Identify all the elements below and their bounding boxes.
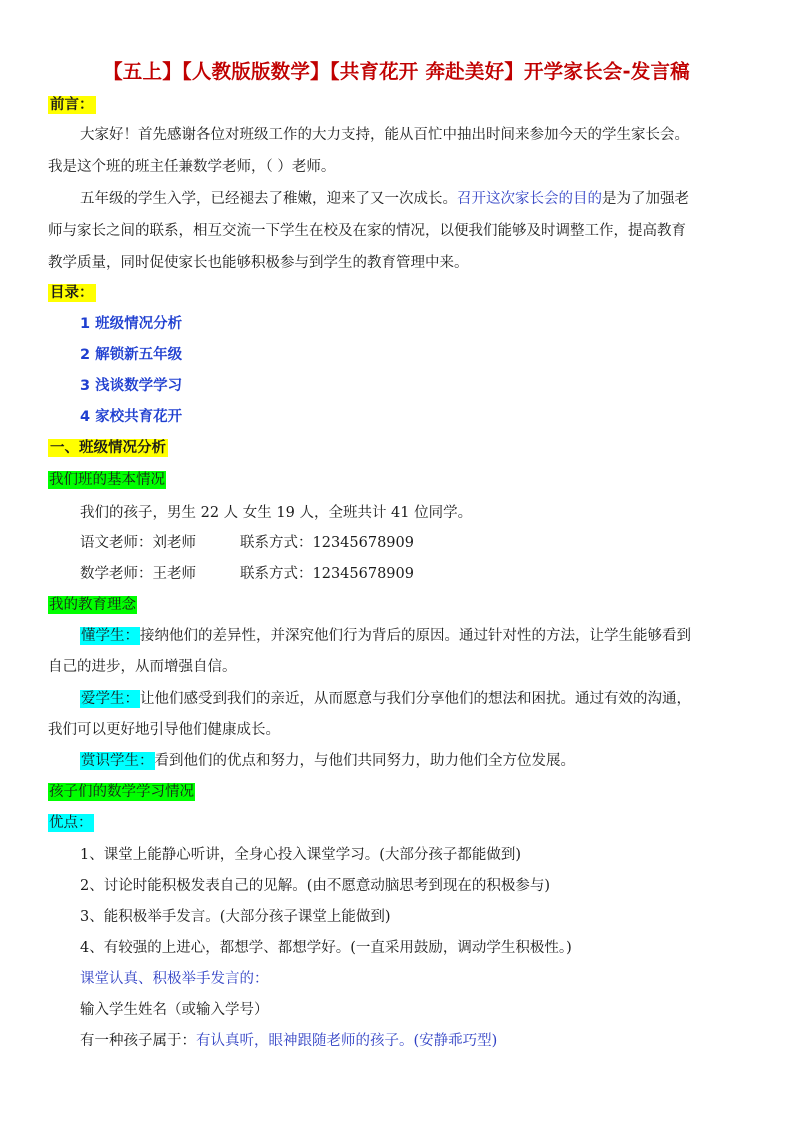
math-situation-label: 孩子们的数学学习情况 bbox=[49, 784, 194, 800]
love-tag: 爱学生： bbox=[81, 691, 139, 707]
appreciate-tag: 赏识学生： bbox=[81, 753, 154, 769]
chinese-teacher-row bbox=[80, 532, 414, 554]
preface-heading-row bbox=[48, 94, 96, 116]
preface-p2-line1 bbox=[80, 188, 689, 210]
pro-item-3: 3、能积极举手发言。(大部分孩子课堂上能做到) bbox=[80, 909, 391, 925]
toc-heading: 目录： bbox=[50, 285, 94, 301]
student-count: 我们的孩子，男生 22 人 女生 19 人，全班共计 41 位同学。 bbox=[80, 505, 473, 521]
love-text: 让他们感受到我们的亲近，从而愿意与我们分享他们的想法和困扰。通过有效的沟通， bbox=[140, 691, 691, 707]
preface-p2-line2: 师与家长之间的联系，相互交流一下学生在校及在家的情况，以便我们能够及时调整工作，提高教育 bbox=[48, 223, 686, 239]
math-teacher-row bbox=[80, 563, 414, 585]
toc-item-1: 1 班级情况分析 bbox=[80, 316, 183, 332]
preface-p2-text-a: 五年级的学生入学，已经褪去了稚嫩，迎来了又一次成长。 bbox=[80, 191, 457, 207]
pro-item-1: 1、课堂上能静心听讲，全身心投入课堂学习。(大部分孩子都能做到) bbox=[80, 847, 522, 863]
pros-label: 优点： bbox=[49, 815, 93, 831]
appreciate-text: 看到他们的优点和努力，与他们共同努力，助力他们全方位发展。 bbox=[154, 753, 575, 769]
toc-item-2: 2 解锁新五年级 bbox=[80, 347, 183, 363]
student-name-input-hint: 输入学生姓名（或输入学号） bbox=[80, 1002, 269, 1018]
basic-info-label-row bbox=[48, 469, 166, 491]
chinese-teacher: 语文老师：刘老师 bbox=[80, 535, 196, 551]
pros-label-row bbox=[48, 812, 94, 834]
understand-text: 接纳他们的差异性，并深究他们行为背后的原因。通过针对性的方法，让学生能够看到 bbox=[140, 628, 691, 644]
section1-heading-row bbox=[48, 437, 168, 459]
child-type-line bbox=[80, 1030, 497, 1052]
basic-info-label: 我们班的基本情况 bbox=[49, 472, 165, 488]
understand-tag: 懂学生： bbox=[81, 628, 139, 644]
philosophy-label-row bbox=[48, 594, 137, 616]
preface-p1-line2: 我是这个班的班主任兼数学老师，（ ）老师。 bbox=[48, 159, 336, 175]
page-title: 【五上】【人教版版数学】【共育花开 奔赴美好】开学家长会-发言稿 bbox=[103, 60, 690, 83]
math-teacher-contact: 联系方式：12345678909 bbox=[240, 566, 414, 582]
meeting-purpose-link: 召开这次家长会的目的 bbox=[457, 191, 602, 207]
philosophy-label: 我的教育理念 bbox=[49, 597, 136, 613]
toc-item-3: 3 浅谈数学学习 bbox=[80, 378, 183, 394]
chinese-teacher-contact: 联系方式：12345678909 bbox=[240, 535, 414, 551]
preface-p1-line1: 大家好！首先感谢各位对班级工作的大力支持，能从百忙中抽出时间来参加今天的学生家长会。 bbox=[80, 127, 689, 143]
pro-item-4: 4、有较强的上进心，都想学、都想学好。(一直采用鼓励，调动学生积极性。) bbox=[80, 940, 572, 956]
preface-heading: 前言： bbox=[50, 97, 94, 113]
preface-p2-text-c: 是为了加强老 bbox=[602, 191, 689, 207]
toc-heading-row bbox=[48, 282, 96, 304]
love-line1 bbox=[80, 688, 691, 710]
preface-p2-line3: 教学质量，同时促使家长也能够积极参与到学生的教育管理中来。 bbox=[48, 255, 469, 271]
section1-heading: 一、班级情况分析 bbox=[50, 440, 166, 456]
pro-item-2: 2、讨论时能积极发表自己的见解。(由不愿意动脑思考到现在的积极参与) bbox=[80, 878, 551, 894]
understand-line2: 自己的进步，从而增强自信。 bbox=[48, 659, 237, 675]
child-type-desc: 有认真听，眼神跟随老师的孩子。(安静乖巧型) bbox=[196, 1033, 498, 1049]
toc-item-4: 4 家校共育花开 bbox=[80, 409, 183, 425]
child-type-prefix: 有一种孩子属于： bbox=[80, 1033, 196, 1049]
appreciate-line1 bbox=[80, 750, 575, 772]
love-line2: 我们可以更好地引导他们健康成长。 bbox=[48, 722, 280, 738]
math-label-row bbox=[48, 781, 195, 803]
math-teacher: 数学老师：王老师 bbox=[80, 566, 196, 582]
active-students-title: 课堂认真、积极举手发言的： bbox=[80, 971, 269, 987]
understand-line1 bbox=[80, 625, 691, 647]
